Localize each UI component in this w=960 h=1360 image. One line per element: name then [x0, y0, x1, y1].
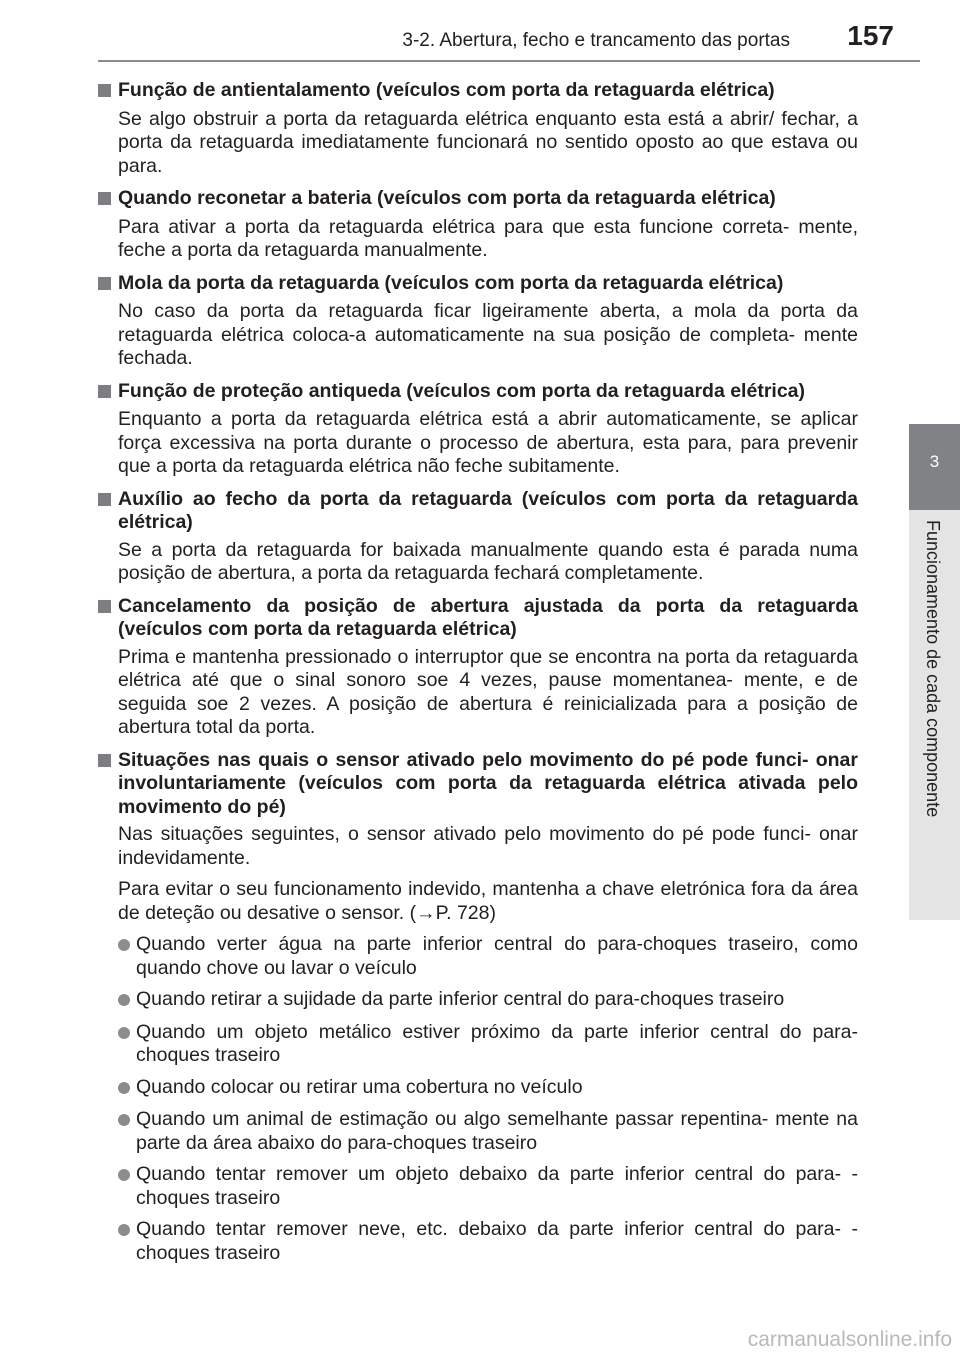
section-paragraph: Para ativar a porta da retaguarda elétrica para que esta funcione correta- mente, feche a porta da retaguarda manualmente. — [118, 215, 858, 261]
section-paragraph: Se a porta da retaguarda for baixada manualmente quando esta é parada numa posição de abertura, a porta da retaguarda fechará completamente. — [118, 538, 858, 584]
list-item-text: Quando colocar ou retirar uma cobertura no veículo — [136, 1075, 583, 1098]
round-bullet-icon — [118, 1163, 136, 1210]
chapter-title: 3-2. Abertura, fecho e trancamento das portas — [402, 30, 790, 51]
square-bullet-icon — [98, 79, 118, 104]
square-bullet-icon — [98, 488, 118, 535]
square-bullet-icon — [98, 187, 118, 212]
list-item — [118, 1163, 858, 1210]
section-paragraph: Prima e mantenha pressionado o interruptor que se encontra na porta da retaguarda elétrica até que o sinal sonoro soe 4 vezes, pause momentanea- mente, e de seguida soe 2 vezes. A posição de abertura é reinicializada para a posição de abertura total da porta. — [118, 645, 858, 738]
section-title-text: Situações nas quais o sensor ativado pelo movimento do pé pode funci- onar involuntariamente (veículos com porta da retaguarda elétrica ativada pelo movimento do pé) — [118, 748, 858, 818]
list-item-text: Quando tentar remover um objeto debaixo da parte inferior central do para- -choques traseiro — [136, 1163, 858, 1209]
section — [98, 272, 858, 371]
chapter-side-label: Funcionamento de cada componente — [923, 520, 943, 818]
section-title — [98, 749, 858, 820]
list-item — [118, 933, 858, 980]
round-bullet-icon — [118, 1218, 136, 1265]
round-bullet-icon — [118, 933, 136, 980]
section-paragraph: Para evitar o seu funcionamento indevido, mantenha a chave eletrónica fora da área de deteção ou desative o sensor. (→P. 728) — [118, 878, 858, 924]
square-bullet-icon — [98, 595, 118, 642]
list-item — [118, 1021, 858, 1068]
list-item — [118, 1076, 858, 1101]
page-content — [98, 79, 858, 1274]
section — [98, 488, 858, 586]
section-title-text: Função de proteção antiqueda (veículos com porta da retaguarda elétrica) — [118, 379, 806, 402]
section-paragraph: No caso da porta da retaguarda ficar ligeiramente aberta, a mola da porta da retaguarda elétrica coloca-a automaticamente na sua posição de completa- mente fechada. — [118, 300, 858, 369]
list-item — [118, 988, 858, 1013]
section-title-text: Cancelamento da posição de abertura ajustada da porta da retaguarda (veículos com porta da retaguarda elétrica) — [118, 594, 858, 640]
header-divider — [98, 60, 920, 62]
section-title-text: Auxílio ao fecho da porta da retaguarda (veículos com porta da retaguarda elétrica) — [118, 487, 858, 533]
list-item-text: Quando um animal de estimação ou algo semelhante passar repentina- mente na parte da área abaixo do para-choques traseiro — [136, 1108, 858, 1154]
section-title — [98, 595, 858, 642]
list-item-text: Quando verter água na parte inferior central do para-choques traseiro, como quando chove ou lavar o veículo — [136, 933, 858, 979]
page-header — [0, 0, 960, 62]
page-number: 157 — [847, 20, 894, 51]
section-paragraph: Nas situações seguintes, o sensor ativado pelo movimento do pé pode funci- onar indevidamente. — [118, 823, 858, 869]
list-item — [118, 1218, 858, 1265]
list-item-text: Quando tentar remover neve, etc. debaixo da parte inferior central do para- -choques traseiro — [136, 1218, 858, 1264]
section — [98, 79, 858, 178]
chapter-tab-number: 3 — [929, 452, 940, 471]
section — [98, 749, 858, 1266]
round-bullet-icon — [118, 1076, 136, 1101]
round-bullet-icon — [118, 1021, 136, 1068]
section — [98, 187, 858, 263]
watermark: carmanualsonline.info — [747, 1328, 952, 1351]
chapter-tab — [909, 424, 960, 510]
round-bullet-icon — [118, 1108, 136, 1155]
square-bullet-icon — [98, 272, 118, 297]
section — [98, 380, 858, 479]
section-title — [98, 187, 858, 212]
section — [98, 595, 858, 740]
square-bullet-icon — [98, 749, 118, 820]
section-paragraph: Se algo obstruir a porta da retaguarda elétrica enquanto esta está a abrir/ fechar, a porta da retaguarda imediatamente funcionará no sentido oposto ao que estava ou para. — [118, 107, 858, 177]
section-title — [98, 79, 858, 104]
section-paragraph: Enquanto a porta da retaguarda elétrica está a abrir automaticamente, se aplicar força excessiva na porta durante o processo de abertura, esta para, para prevenir que a porta da retaguarda elétrica não feche subitamente. — [118, 408, 858, 477]
section-title — [98, 488, 858, 535]
list-item — [118, 1108, 858, 1155]
section-title — [98, 272, 858, 297]
square-bullet-icon — [98, 380, 118, 405]
section-title — [98, 380, 858, 405]
round-bullet-icon — [118, 988, 136, 1013]
section-title-text: Mola da porta da retaguarda (veículos com porta da retaguarda elétrica) — [118, 271, 784, 294]
list-item-text: Quando retirar a sujidade da parte inferior central do para-choques traseiro — [136, 988, 785, 1010]
section-title-text: Quando reconetar a bateria (veículos com porta da retaguarda elétrica) — [118, 187, 776, 209]
section-title-text: Função de antientalamento (veículos com porta da retaguarda elétrica) — [118, 79, 775, 101]
list-item-text: Quando um objeto metálico estiver próximo da parte inferior central do para-choques traseiro — [136, 1020, 858, 1066]
